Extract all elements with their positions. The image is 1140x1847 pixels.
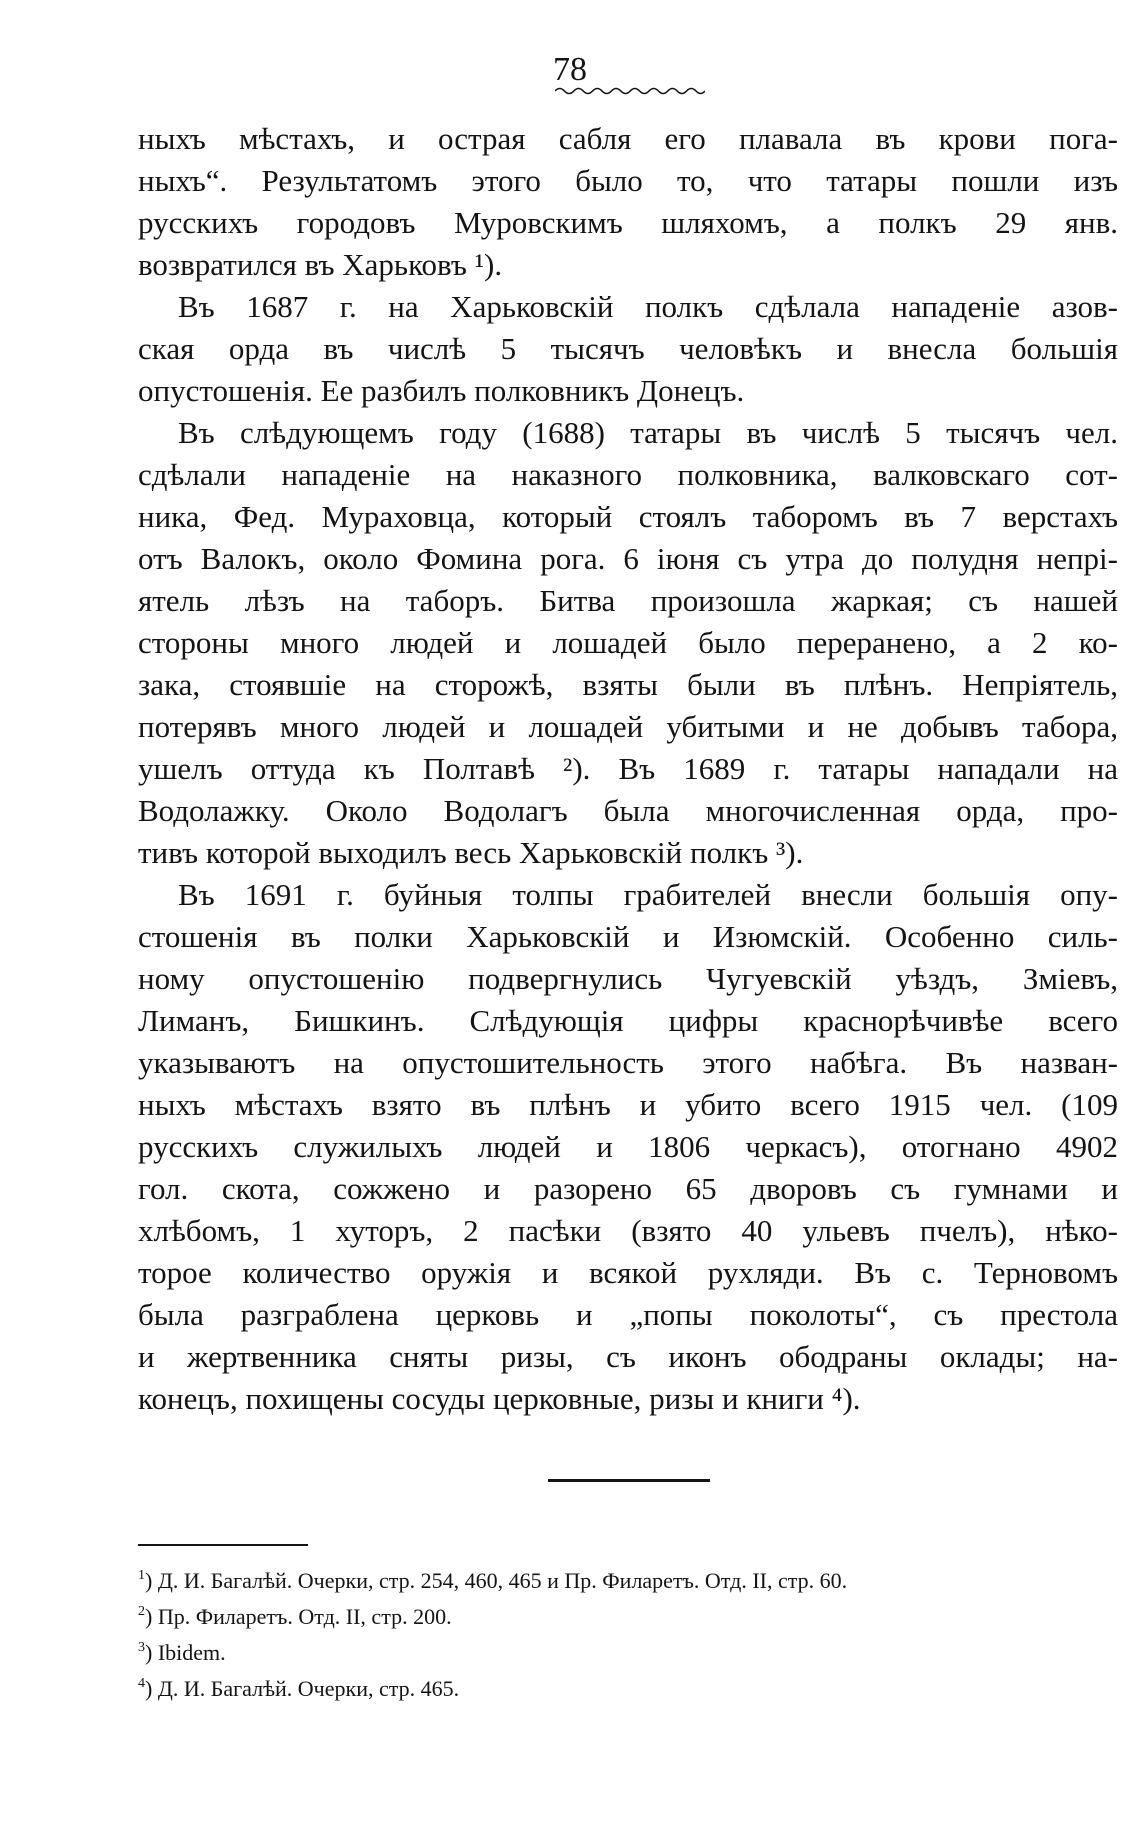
footnote — [138, 1630, 1118, 1666]
text-line: потерявъ много людей и лошадей убитыми и не добывъ табора, — [138, 709, 1118, 744]
text-line: ушелъ оттуда къ Полтавѣ ²). Въ 1689 г. татары нападали на — [138, 751, 1118, 786]
text-line: опустошенія. Ее разбилъ полковникъ Донецъ. — [138, 373, 745, 408]
text-line: ныхъ“. Результатомъ этого было то, что татары пошли изъ — [138, 163, 1118, 198]
text-line: стороны много людей и лошадей было переранено, а 2 ко- — [138, 625, 1118, 660]
text-line: была разграблена церковь и „попы поколоты“, съ престола — [138, 1297, 1118, 1332]
text-line: тивъ которой выходилъ весь Харьковскій полкъ ³). — [138, 835, 804, 870]
text-line: и жертвенника сняты ризы, съ иконъ ободраны оклады; на- — [138, 1339, 1118, 1374]
text-line: ятель лѣзъ на таборъ. Битва произошла жаркая; съ нашей — [138, 583, 1118, 618]
footnote-mark: 2 — [138, 1604, 145, 1619]
text-line: стошенія въ полки Харьковскій и Изюмскій. Особенно силь- — [138, 919, 1118, 954]
footnotes — [138, 1558, 1118, 1702]
text-line: Въ 1691 г. буйныя толпы грабителей внесли большія опу- — [178, 877, 1118, 912]
text-line: указываютъ на опустошительность этого набѣга. Въ назван- — [138, 1045, 1118, 1080]
page-number: 78 — [553, 51, 587, 88]
text-line: Въ слѣдующемъ году (1688) татары въ числѣ 5 тысячъ чел. — [178, 415, 1118, 450]
footnote — [138, 1558, 1118, 1594]
text-line: русскихъ городовъ Муровскимъ шляхомъ, а полкъ 29 янв. — [138, 205, 1118, 240]
footnote-text: ) Д. И. Багалѣй. Очерки, стр. 254, 460, 465 и Пр. Филаретъ. Отд. II, стр. 60. — [145, 1568, 848, 1593]
footnote-mark: 1 — [138, 1568, 145, 1583]
footnote-separator — [138, 1544, 308, 1546]
text-line: русскихъ служилыхъ людей и 1806 черкасъ), отогнано 4902 — [138, 1129, 1118, 1164]
footnote-text: ) Ibidem. — [145, 1640, 226, 1665]
footnote — [138, 1594, 1118, 1630]
text-line: конецъ, похищены сосуды церковные, ризы и книги ⁴). — [138, 1381, 861, 1416]
text-line: торое количество оружія и всякой рухляди. Въ с. Терновомъ — [138, 1255, 1118, 1290]
text-line: отъ Валокъ, около Фомина рога. 6 іюня съ утра до полудня непрі- — [138, 541, 1118, 576]
footnote-text: ) Д. И. Багалѣй. Очерки, стр. 465. — [145, 1676, 460, 1701]
text-line: хлѣбомъ, 1 хуторъ, 2 пасѣки (взято 40 ульевъ пчелъ), нѣко- — [138, 1213, 1118, 1248]
text-line: Въ 1687 г. на Харьковскій полкъ сдѣлала нападеніе азов- — [178, 289, 1118, 324]
footnote-mark: 3 — [138, 1640, 145, 1655]
text-line: ская орда въ числѣ 5 тысячъ человѣкъ и внесла большія — [138, 331, 1118, 366]
main-text — [138, 118, 1118, 1420]
text-line: ныхъ мѣстахъ, и острая сабля его плавала въ крови пога- — [138, 121, 1118, 156]
page-number-ornament — [555, 86, 705, 96]
text-line: зака, стоявшіе на сторожѣ, взяты были въ плѣнъ. Непріятель, — [138, 667, 1118, 702]
text-line: ному опустошенію подвергнулись Чугуевскій уѣздъ, Зміевъ, — [138, 961, 1118, 996]
footnote-text: ) Пр. Филаретъ. Отд. II, стр. 200. — [145, 1604, 452, 1629]
footnote-mark: 4 — [138, 1676, 145, 1691]
text-line: Водолажку. Около Водолагъ была многочисленная орда, про- — [138, 793, 1118, 828]
text-line: ника, Фед. Мураховца, который стоялъ таборомъ въ 7 верстахъ — [138, 499, 1118, 534]
footnote — [138, 1666, 1118, 1702]
text-line: ныхъ мѣстахъ взято въ плѣнъ и убито всего 1915 чел. (109 — [138, 1087, 1118, 1122]
text-line: Лиманъ, Бишкинъ. Слѣдующія цифры краснорѣчивѣе всего — [138, 1003, 1118, 1038]
text-line: сдѣлали нападеніе на наказного полковника, валковскаго сот- — [138, 457, 1118, 492]
section-end-rule — [548, 1479, 710, 1482]
paragraph-3 — [138, 412, 1118, 874]
paragraph-2 — [138, 286, 1118, 412]
paragraph-4 — [138, 874, 1118, 1420]
text-line: возвратился въ Харьковъ ¹). — [138, 247, 503, 282]
paragraph-1 — [138, 118, 1118, 286]
text-line: гол. скота, сожжено и разорено 65 дворовъ съ гумнами и — [138, 1171, 1118, 1206]
